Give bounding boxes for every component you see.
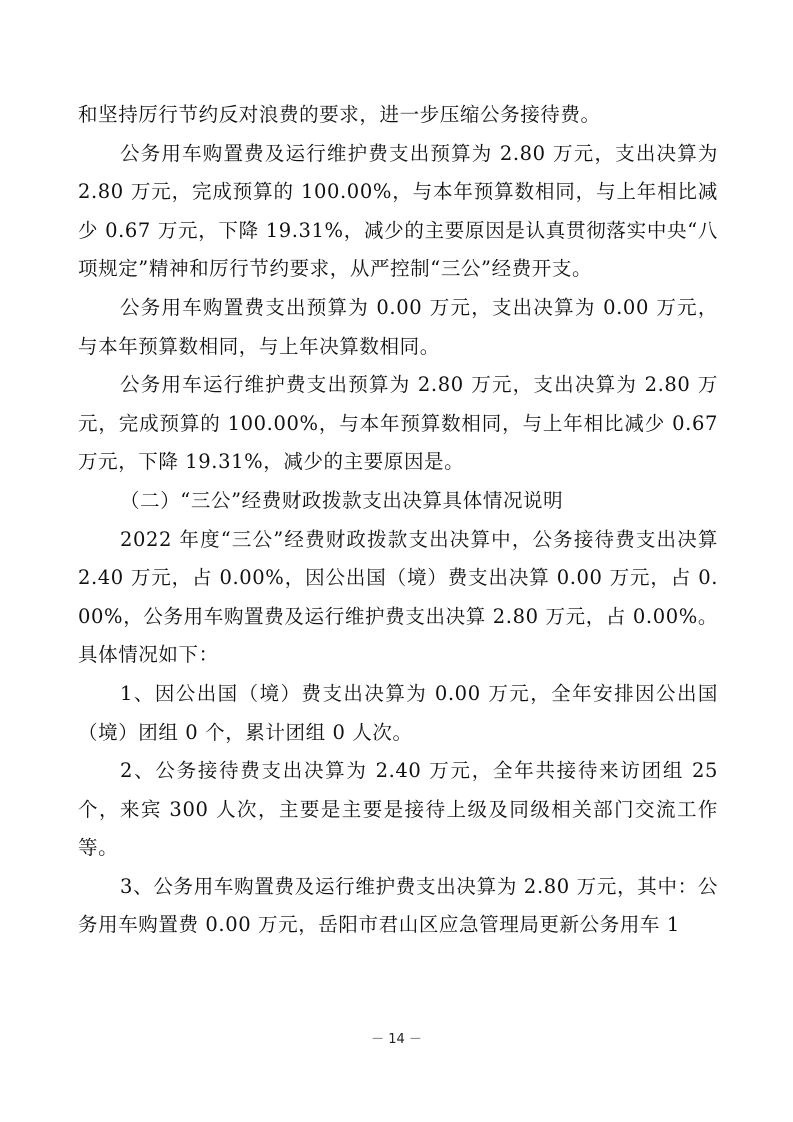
document-body (78, 96, 718, 945)
paragraph-7: 1、因公出国（境）费支出决算为 0.00 万元，全年安排因公出国（境）团组 0 个，累计团组 0 人次。 (78, 681, 718, 744)
page-number: － 14 － (371, 1032, 422, 1047)
paragraph-2: 公务用车购置费及运行维护费支出预算为 2.80 万元，支出决算为 2.80 万元，完成预算的 100.00%，与本年预算数相同，与上年相比减少 0.67 万元，下降 19.31%，减少的主要原因是认真贯彻落实中央“八项规定”精神和厉行节约要求，从严控制“三公”经费开支。 (78, 141, 718, 281)
paragraph-8: 2、公务接待费支出决算为 2.40 万元，全年共接待来访团组 25 个，来宾 300 人次，主要是主要是接待上级及同级相关部门交流工作等。 (78, 759, 718, 860)
paragraph-6: 2022 年度“三公”经费财政拨款支出决算中，公务接待费支出决算 2.40 万元，占 0.00%，因公出国（境）费支出决算 0.00 万元，占 0.00%，公务用车购置费及运行维护费支出决算 2.80 万元，占 0.00%。具体情况如下： (78, 527, 718, 667)
section-heading: （二）“三公”经费财政拨款支出决算具体情况说明 (120, 488, 564, 512)
paragraph-3: 公务用车购置费支出预算为 0.00 万元，支出决算为 0.00 万元，与本年预算数相同，与上年决算数相同。 (78, 295, 718, 358)
paragraph-9: 3、公务用车购置费及运行维护费支出决算为 2.80 万元，其中：公务用车购置费 0.00 万元，岳阳市君山区应急管理局更新公务用车 1 (78, 874, 718, 937)
paragraph-1: 和坚持厉行节约反对浪费的要求，进一步压缩公务接待费。 (78, 103, 601, 126)
paragraph-4: 公务用车运行维护费支出预算为 2.80 万元，支出决算为 2.80 万元，完成预算的 100.00%，与本年预算数相同，与上年相比减少 0.67 万元，下降 19.31%，减少的主要原因是。 (78, 373, 718, 474)
